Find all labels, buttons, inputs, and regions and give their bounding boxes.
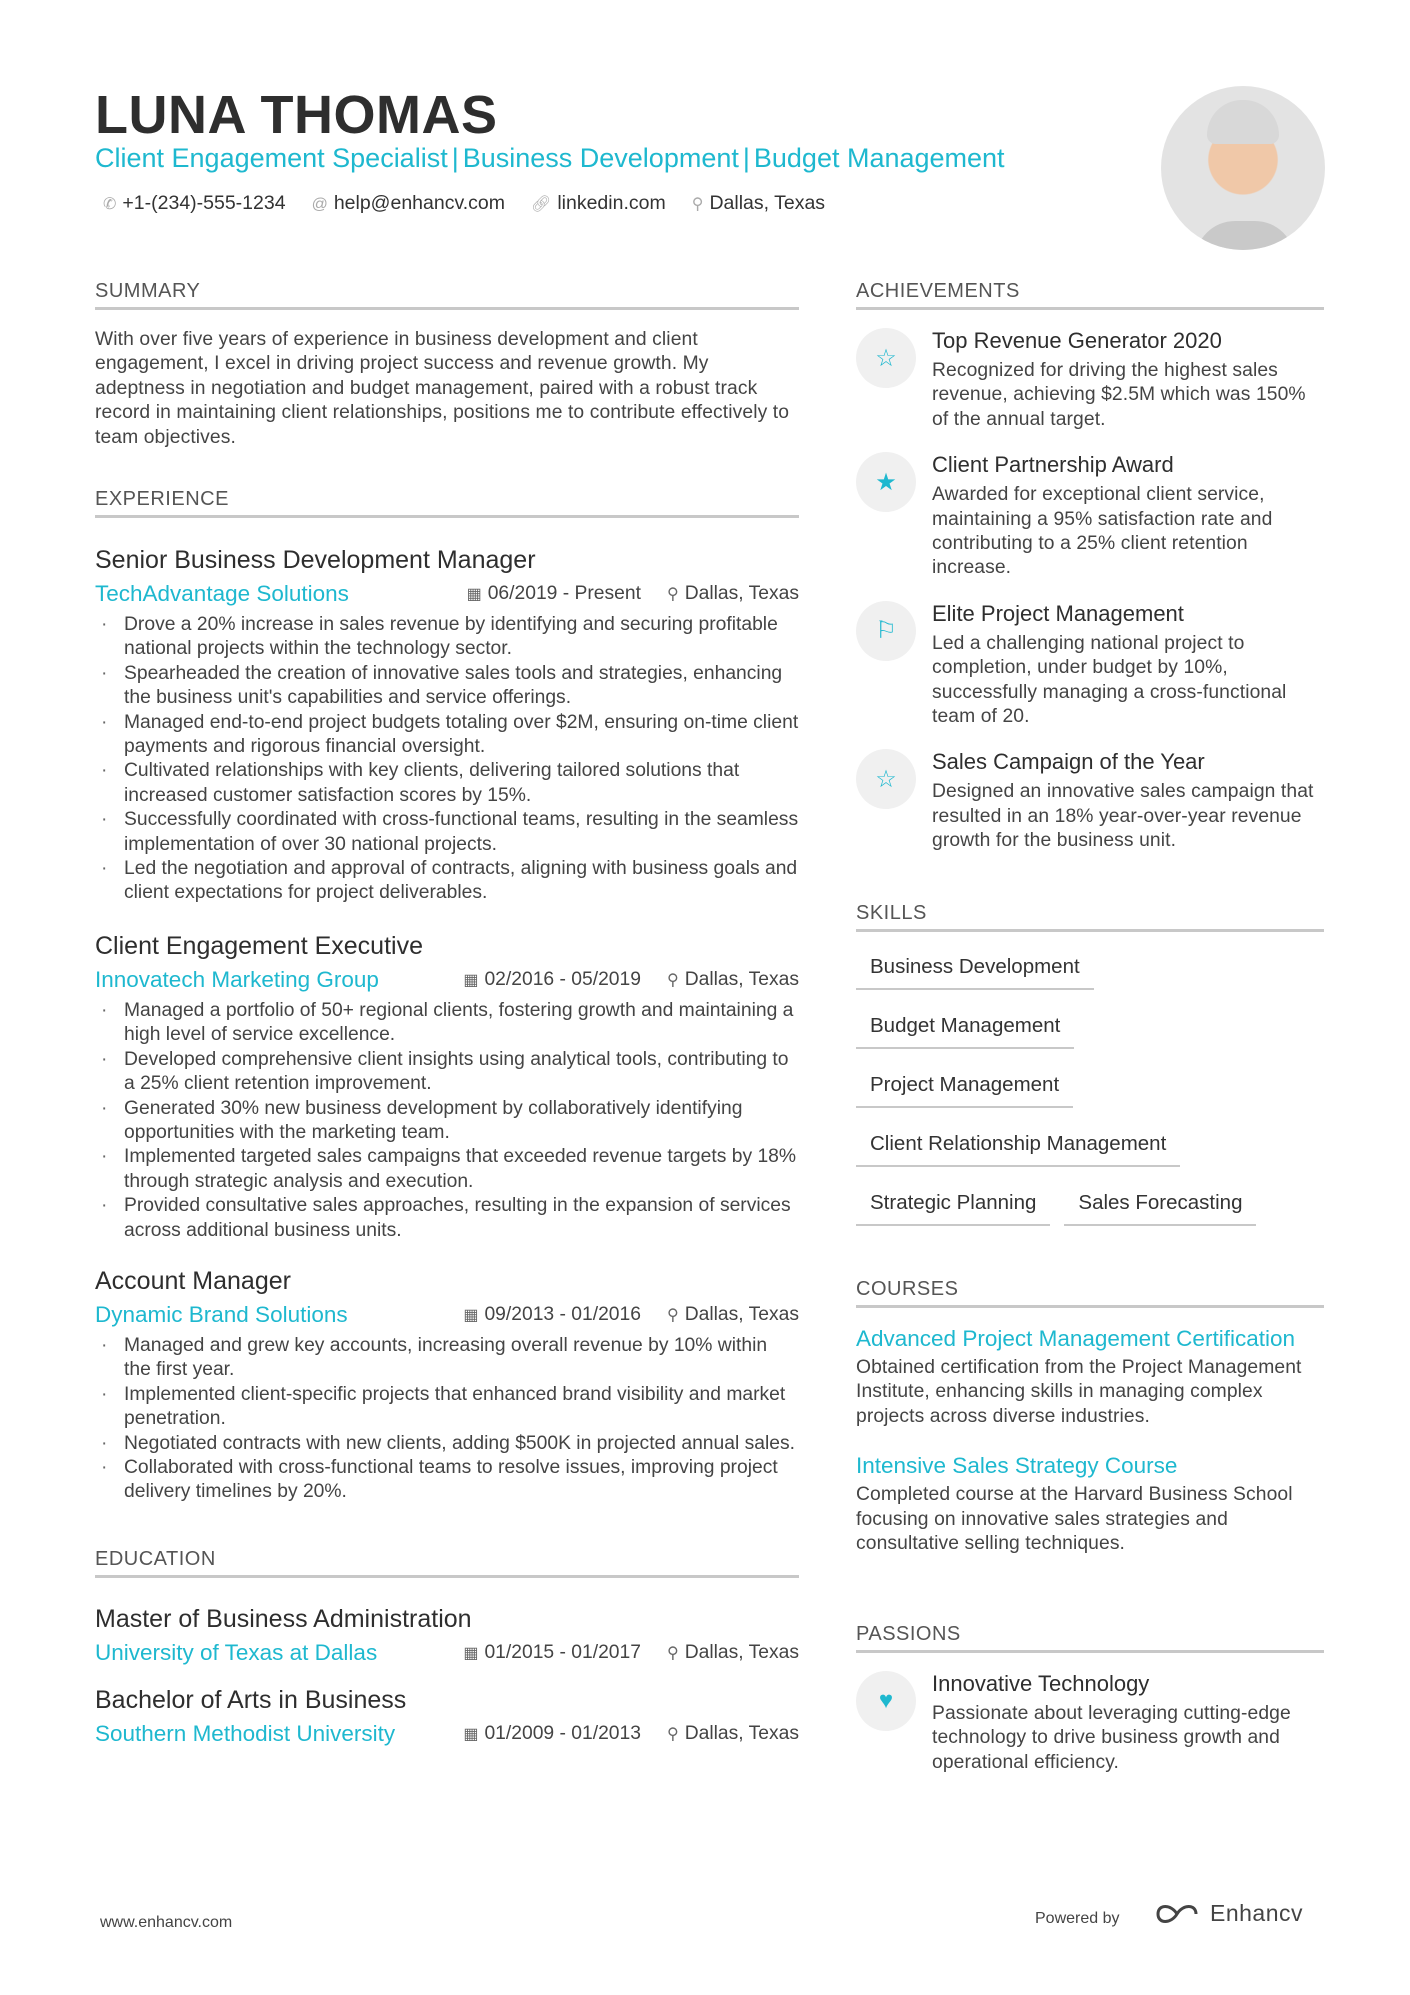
flag-icon: ⚐ [856, 601, 916, 661]
heart-icon: ♥ [856, 1671, 916, 1731]
skill-tag: Client Relationship Management [856, 1131, 1180, 1167]
skill-tag: Project Management [856, 1072, 1073, 1108]
bullet-item: · Cultivated relationships with key clients, delivering tailored solutions that increased customer satisfaction scores by 15%. [95, 759, 799, 808]
bullet-item: · Spearheaded the creation of innovative sales tools and strategies, enhancing the business unit's capabilities and service offerings. [95, 662, 799, 711]
bullet-item: · Managed and grew key accounts, increasing overall revenue by 10% within the first year. [95, 1334, 799, 1383]
dates [463, 1304, 641, 1326]
enhancv-logo-icon [1154, 1901, 1200, 1927]
course-item [856, 1324, 1324, 1429]
contact-item[interactable] [103, 192, 286, 215]
education-section [95, 1548, 799, 1747]
degree: Bachelor of Arts in Business [95, 1686, 407, 1714]
calendar-icon: ▦ [463, 1306, 479, 1324]
achievement-description: Recognized for driving the highest sales revenue, achieving $2.5M which was 150% of the annual target. [932, 360, 1306, 430]
bullet-list [95, 999, 799, 1243]
calendar-icon: ▦ [463, 1645, 479, 1662]
calendar-icon: ▦ [463, 1726, 479, 1743]
bullet-item: · Drove a 20% increase in sales revenue by identifying and securing profitable national projects within the technology sector. [95, 613, 799, 662]
course-description: Obtained certification from the Project Management Institute, enhancing skills in managing complex projects across diverse industries. [856, 1357, 1302, 1427]
course-item [856, 1451, 1324, 1556]
dates [463, 1642, 641, 1664]
bullet-item: · Successfully coordinated with cross-functional teams, resulting in the seamless implementation of over 30 national projects. [95, 808, 799, 857]
location-pin-icon: ⚲ [666, 1645, 679, 1662]
summary-section [95, 280, 799, 450]
contact-item[interactable] [312, 192, 505, 215]
education-entry [95, 1605, 799, 1666]
course-description: Completed course at the Harvard Business School focusing on innovative sales strategies and consultative selling techniques. [856, 1484, 1293, 1555]
section-heading: EDUCATION [95, 1548, 799, 1578]
section-heading: COURSES [856, 1278, 1324, 1308]
job-entry [95, 546, 799, 906]
location-pin-icon: ⚲ [691, 196, 704, 213]
achievement-title: Client Partnership Award [932, 452, 1174, 478]
achievement-item [856, 450, 1324, 581]
achievement-item [856, 747, 1324, 853]
bullet-item: · Managed end-to-end project budgets totaling over $2M, ensuring on-time client payments and rigorous financial oversight. [95, 711, 799, 760]
achievement-item [856, 599, 1324, 730]
job-title: Client Engagement Executive [95, 931, 423, 960]
achievement-description: Led a challenging national project to completion, under budget by 10%, successfully managing a cross-functional team of 20. [932, 632, 1287, 728]
achievement-item [856, 326, 1324, 432]
skill-tag: Sales Forecasting [1064, 1190, 1256, 1226]
date-range: 09/2013 - 01/2016 [484, 1303, 641, 1325]
bullet-item: · Negotiated contracts with new clients, adding $500K in projected annual sales. [95, 1432, 799, 1456]
bullet-item: · Implemented targeted sales campaigns that exceeded revenue targets by 18% through strategic analysis and execution. [95, 1145, 799, 1194]
company-name[interactable]: TechAdvantage Solutions [95, 581, 349, 606]
headline-item: Business Development [462, 143, 739, 173]
skill-tag: Strategic Planning [856, 1190, 1050, 1226]
bullet-item: · Collaborated with cross-functional teams to resolve issues, improving project delivery timelines by 20%. [95, 1456, 799, 1505]
company-name[interactable]: Dynamic Brand Solutions [95, 1301, 348, 1327]
at-icon: @ [311, 196, 328, 213]
location-text: Dallas, Texas [684, 1642, 799, 1663]
bullet-item: · Provided consultative sales approaches, resulting in the expansion of services across additional business units. [95, 1194, 799, 1243]
summary-text: With over five years of experience in business development and client engagement, I excel in driving project success and revenue growth. My adeptness in negotiation and budget management, paired with a robust track record in maintaining client relationships, positions me to contribute effectively to team objectives. [95, 329, 790, 448]
contact-text[interactable]: Dallas, Texas [709, 192, 826, 214]
school-name[interactable]: Southern Methodist University [95, 1721, 396, 1746]
section-heading: SUMMARY [95, 280, 799, 310]
bullet-list [95, 1334, 799, 1505]
location-pin-icon: ⚲ [666, 971, 679, 989]
achievement-description: Awarded for exceptional client service, maintaining a 95% satisfaction rate and contributing to a 25% client retention increase. [932, 484, 1273, 579]
star-half-icon: ☆ [856, 749, 916, 809]
section-heading: ACHIEVEMENTS [856, 280, 1324, 310]
profile-photo [1161, 86, 1325, 250]
location [667, 1304, 799, 1326]
achievement-title: Elite Project Management [932, 600, 1184, 626]
bullet-item: · Implemented client-specific projects that enhanced brand visibility and market penetration. [95, 1383, 799, 1432]
separator: | [451, 143, 459, 173]
job-meta-row [95, 581, 799, 607]
course-title[interactable]: Advanced Project Management Certification [856, 1326, 1295, 1351]
job-meta-row [95, 1302, 799, 1328]
location-pin-icon: ⚲ [666, 1726, 679, 1743]
achievement-title: Top Revenue Generator 2020 [932, 328, 1222, 353]
job-entry [95, 1267, 799, 1505]
location [667, 1723, 799, 1745]
link-icon: 🔗︎ [531, 196, 552, 213]
bullet-list [95, 613, 799, 906]
location [667, 969, 799, 991]
calendar-icon: ▦ [463, 971, 479, 989]
education-entry [95, 1686, 799, 1747]
contact-item[interactable] [692, 192, 825, 215]
location-text: Dallas, Texas [684, 968, 799, 990]
enhancv-brand: Enhancv [1210, 1900, 1304, 1926]
location [667, 1642, 799, 1664]
job-meta-row [95, 967, 799, 993]
degree: Master of Business Administration [95, 1605, 472, 1633]
achievement-description: Designed an innovative sales campaign that resulted in an 18% year-over-year revenue growth for the business unit. [932, 781, 1314, 852]
courses-section [856, 1278, 1324, 1556]
bullet-item: · Developed comprehensive client insights using analytical tools, contributing to a 25% client retention improvement. [95, 1048, 799, 1097]
contact-text[interactable]: +1-(234)-555-1234 [122, 192, 286, 214]
job-meta-row [95, 1721, 799, 1747]
course-title[interactable]: Intensive Sales Strategy Course [856, 1453, 1178, 1479]
company-name[interactable]: Innovatech Marketing Group [95, 966, 379, 992]
dates [463, 1723, 641, 1745]
phone-icon: ✆ [103, 196, 117, 213]
job-meta-row [95, 1640, 799, 1666]
bullet-item: · Managed a portfolio of 50+ regional clients, fostering growth and maintaining a high level of service excellence. [95, 999, 799, 1048]
passion-title: Innovative Technology [932, 1671, 1150, 1696]
location-pin-icon: ⚲ [666, 1306, 679, 1324]
dates [463, 969, 641, 991]
skill-tag: Budget Management [856, 1013, 1074, 1049]
footer-website[interactable]: www.enhancv.com [100, 1914, 233, 1931]
contact-text[interactable]: linkedin.com [557, 192, 666, 214]
location-text: Dallas, Texas [684, 1303, 799, 1325]
headline-item: Client Engagement Specialist [95, 143, 448, 173]
enhancv-logo [1154, 1900, 1303, 1927]
date-range: 02/2016 - 05/2019 [484, 968, 641, 990]
passion-item [856, 1669, 1324, 1775]
bullet-item: · Led the negotiation and approval of contracts, aligning with business goals and client expectations for project deliverables. [95, 857, 799, 906]
location-text: Dallas, Texas [684, 583, 799, 604]
contact-row [103, 192, 825, 215]
passions-section [856, 1623, 1324, 1793]
skill-tag: Business Development [856, 954, 1094, 990]
location [667, 583, 799, 605]
dates [467, 583, 641, 605]
experience-section [95, 488, 799, 1505]
headline [95, 143, 1005, 174]
job-title: Account Manager [95, 1266, 291, 1295]
headline-item: Budget Management [753, 143, 1005, 173]
date-range: 06/2019 - Present [487, 583, 641, 604]
section-heading: EXPERIENCE [95, 488, 799, 518]
date-range: 01/2015 - 01/2017 [484, 1642, 641, 1663]
powered-by-label: Powered by [1035, 1910, 1120, 1927]
separator: | [742, 143, 750, 173]
skills-section [856, 902, 1324, 1249]
star-icon: ★ [856, 452, 916, 512]
candidate-name: LUNA THOMAS [95, 85, 498, 145]
location-text: Dallas, Texas [684, 1723, 799, 1744]
calendar-icon: ▦ [466, 586, 482, 603]
achievement-title: Sales Campaign of the Year [932, 749, 1205, 775]
date-range: 01/2009 - 01/2013 [484, 1723, 641, 1744]
location-pin-icon: ⚲ [666, 586, 679, 603]
job-title: Senior Business Development Manager [95, 546, 536, 574]
passion-description: Passionate about leveraging cutting-edge technology to drive business growth and operational efficiency. [932, 1703, 1291, 1773]
star-half-icon: ☆ [856, 328, 916, 388]
school-name[interactable]: University of Texas at Dallas [95, 1640, 378, 1665]
contact-text[interactable]: help@enhancv.com [333, 192, 506, 214]
achievements-section [856, 280, 1324, 854]
job-entry [95, 932, 799, 1243]
bullet-item: · Generated 30% new business development by collaboratively identifying opportunities with the marketing team. [95, 1097, 799, 1146]
section-heading: PASSIONS [856, 1623, 1324, 1653]
contact-item[interactable] [531, 192, 666, 215]
section-heading: SKILLS [856, 902, 1324, 932]
